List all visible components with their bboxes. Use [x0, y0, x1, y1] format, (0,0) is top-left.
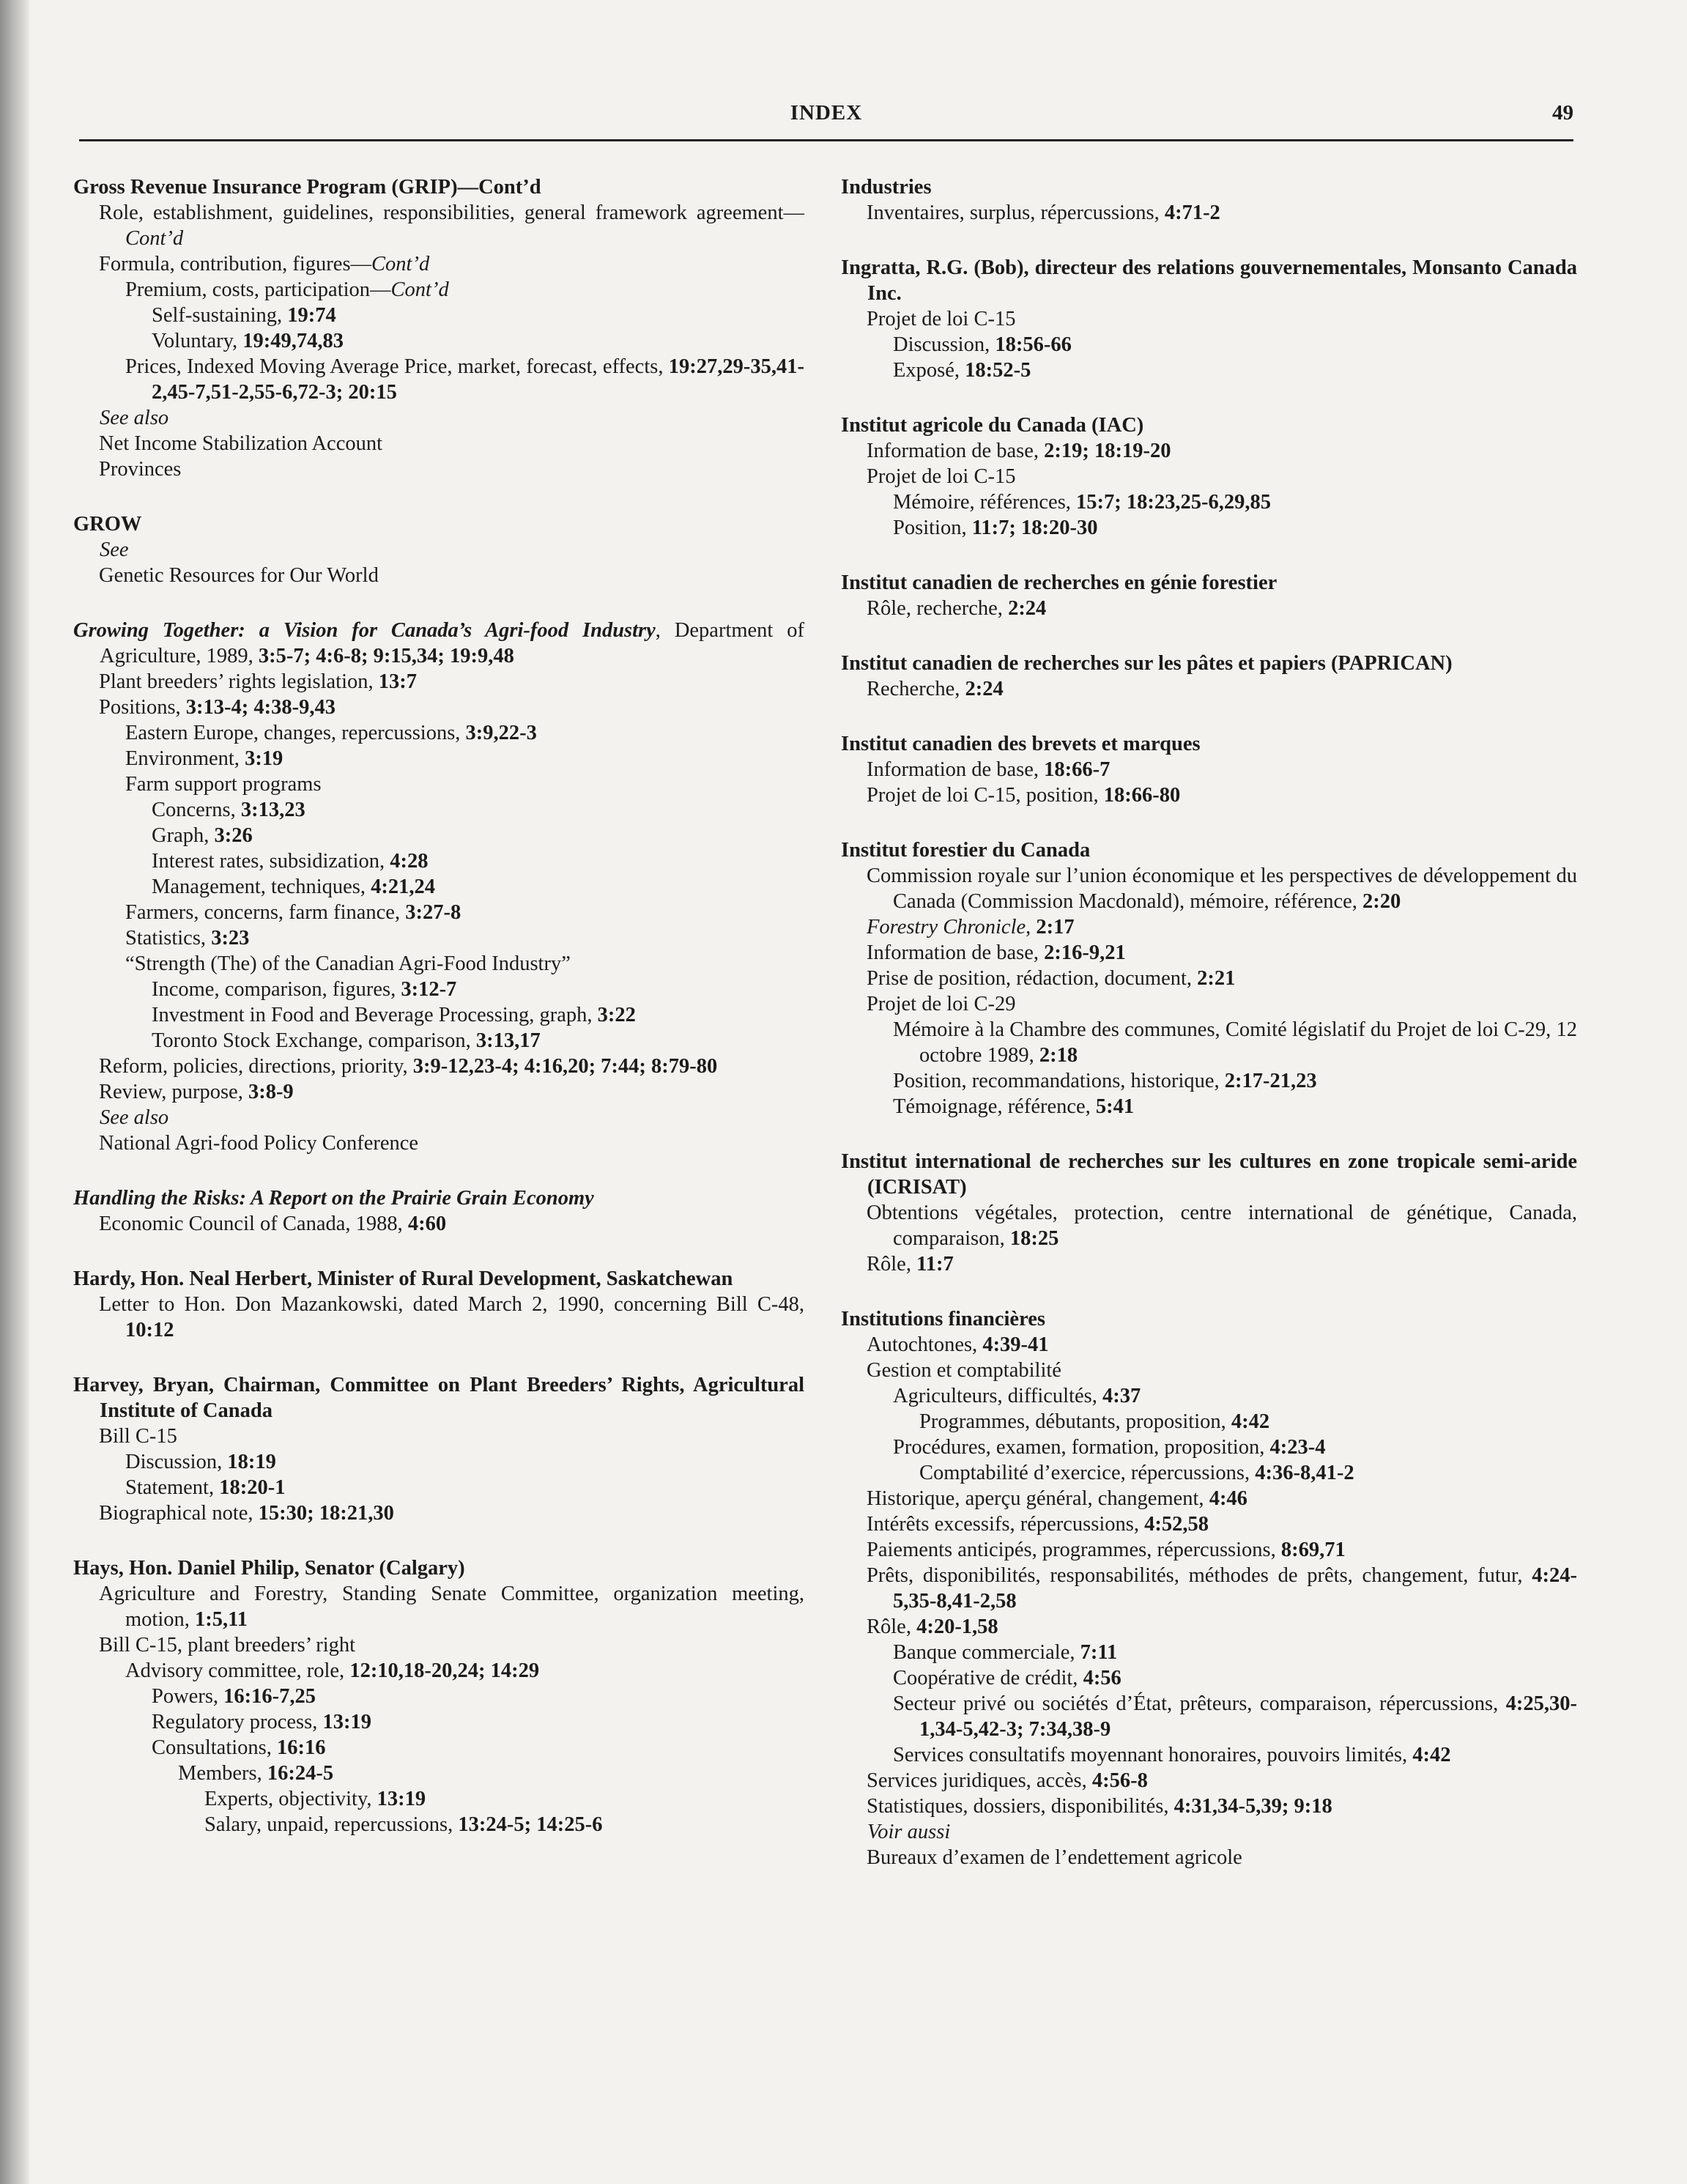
- index-entry-ingratta: [841, 255, 1577, 383]
- index-entry-harvey: [73, 1372, 804, 1526]
- subentry: Self-sustaining, 19:74: [152, 304, 336, 327]
- subentry: Position, 11:7; 18:20-30: [893, 517, 1098, 539]
- index-entry-handling-the-risks: [73, 1185, 804, 1237]
- subentry: Discussion, 18:56-66: [893, 333, 1072, 356]
- subentry: Investment in Food and Beverage Processing, graph, 3:22: [152, 1004, 636, 1026]
- subentry: Position, recommandations, historique, 2:17-21,23: [893, 1070, 1317, 1092]
- subentry: Historique, aperçu général, changement, 4:46: [867, 1487, 1247, 1510]
- subentry: Prêts, disponibilités, responsabilités, méthodes de prêts, changement, futur, 4:24-5,35-8,41-2,58: [867, 1564, 1577, 1613]
- subentry: Inventaires, surplus, répercussions, 4:71-2: [867, 201, 1220, 224]
- index-entry-grip: [73, 174, 804, 482]
- subentry: Mémoire, références, 15:7; 18:23,25-6,29,85: [893, 491, 1271, 514]
- running-head-title: INDEX: [790, 101, 863, 125]
- index-entry-brevets: [841, 731, 1577, 808]
- subentry: Bill C-15: [99, 1425, 177, 1448]
- subentry: Concerns, 3:13,23: [152, 799, 305, 821]
- running-head: [79, 101, 1573, 135]
- subentry: Information de base, 2:16-9,21: [867, 941, 1126, 964]
- subentry: Eastern Europe, changes, repercussions, 3:9,22-3: [125, 722, 537, 744]
- subentry: Projet de loi C-15, position, 18:66-80: [867, 784, 1181, 807]
- subentry: Toronto Stock Exchange, comparison, 3:13,17: [152, 1029, 541, 1052]
- subentry: Statistics, 3:23: [125, 927, 250, 950]
- subentry: Exposé, 18:52-5: [893, 359, 1031, 382]
- subentry: Environment, 3:19: [125, 747, 283, 770]
- see-label: See: [100, 538, 129, 561]
- subentry: Information de base, 2:19; 18:19-20: [867, 440, 1171, 462]
- subentry: Advisory committee, role, 12:10,18-20,24; 14:29: [125, 1659, 540, 1682]
- subentry: Positions, 3:13-4; 4:38-9,43: [99, 696, 336, 719]
- subentry: “Strength (The) of the Canadian Agri-Food Industry”: [125, 952, 571, 975]
- subentry: Banque commerciale, 7:11: [893, 1641, 1118, 1664]
- see-also-label: See also: [100, 407, 169, 429]
- subentry: Secteur privé ou sociétés d’État, prêteurs, comparaison, répercussions, 4:25,30-1,34-5,42-3; 7:34,38-9: [893, 1692, 1577, 1741]
- see-also-label: See also: [100, 1106, 169, 1129]
- subentry: Role, establishment, guidelines, responsibilities, general framework agreement—Cont’d: [99, 201, 804, 250]
- subentry: Experts, objectivity, 13:19: [204, 1788, 426, 1810]
- index-entry-hardy: [73, 1266, 804, 1343]
- subentry: Procédures, examen, formation, proposition, 4:23-4: [893, 1436, 1326, 1459]
- entry-heading: Institut canadien des brevets et marques: [841, 733, 1201, 755]
- subentry: Témoignage, référence, 5:41: [893, 1095, 1135, 1118]
- subentry: Agriculture and Forestry, Standing Senate Committee, organization meeting, motion, 1:5,11: [99, 1583, 804, 1631]
- subentry: Review, purpose, 3:8-9: [99, 1081, 294, 1103]
- see-also-target: Provinces: [99, 458, 182, 481]
- subentry: Recherche, 2:24: [867, 678, 1004, 700]
- subentry: Statement, 18:20-1: [125, 1476, 286, 1499]
- index-entry-iac: [841, 412, 1577, 541]
- entry-heading: Ingratta, R.G. (Bob), directeur des relations gouvernementales, Monsanto Canada Inc.: [841, 256, 1577, 305]
- entry-heading: Hardy, Hon. Neal Herbert, Minister of Rural Development, Saskatchewan: [73, 1267, 733, 1290]
- subentry: Economic Council of Canada, 1988, 4:60: [99, 1213, 447, 1235]
- subentry: Powers, 16:16-7,25: [152, 1685, 316, 1708]
- index-entry-institut-forestier: [841, 837, 1577, 1119]
- subentry: Discussion, 18:19: [125, 1451, 276, 1473]
- entry-heading: Institut forestier du Canada: [841, 839, 1091, 862]
- index-entry-growing-together: [73, 618, 804, 1156]
- index-entry-hays: [73, 1555, 804, 1837]
- subentry: Paiements anticipés, programmes, répercussions, 8:69,71: [867, 1539, 1346, 1561]
- subentry: Management, techniques, 4:21,24: [152, 876, 436, 898]
- entry-heading: Institut canadien de recherches en génie forestier: [841, 571, 1278, 594]
- subentry: Interest rates, subsidization, 4:28: [152, 850, 429, 873]
- subentry: Rôle, recherche, 2:24: [867, 597, 1047, 620]
- subentry: Projet de loi C-15: [867, 465, 1016, 488]
- index-entry-genie-forestier: [841, 570, 1577, 621]
- entry-heading: Handling the Risks: A Report on the Prairie Grain Economy: [73, 1187, 594, 1210]
- subentry: Prise de position, rédaction, document, 2:21: [867, 967, 1236, 990]
- subentry: Intérêts excessifs, répercussions, 4:52,58: [867, 1513, 1209, 1536]
- subentry: Prices, Indexed Moving Average Price, market, forecast, effects, 19:27,29-35,41-2,45-7,51-2,55-6,72-3; 20:15: [125, 355, 804, 404]
- index-entry-institutions-financieres: [841, 1306, 1577, 1870]
- subentry: Comptabilité d’exercice, répercussions, 4:36-8,41-2: [919, 1462, 1354, 1484]
- subentry: Regulatory process, 13:19: [152, 1711, 371, 1733]
- entry-heading: Harvey, Bryan, Chairman, Committee on Plant Breeders’ Rights, Agricultural Institute of Canada: [73, 1374, 804, 1422]
- entry-heading: GROW: [73, 513, 142, 536]
- see-also-target: National Agri-food Policy Conference: [99, 1132, 419, 1155]
- index-entry-grow: [73, 511, 804, 588]
- subentry: Farm support programs: [125, 773, 322, 796]
- subentry: Graph, 3:26: [152, 824, 253, 847]
- subentry: Forestry Chronicle, 2:17: [867, 916, 1075, 939]
- subentry: Bill C-15, plant breeders’ right: [99, 1634, 356, 1656]
- subentry: Information de base, 18:66-7: [867, 758, 1111, 781]
- voir-aussi-label: Voir aussi: [867, 1821, 951, 1843]
- subentry: Biographical note, 15:30; 18:21,30: [99, 1502, 394, 1525]
- index-column-left: [73, 174, 804, 1867]
- subentry: Consultations, 16:16: [152, 1736, 326, 1759]
- subentry: Commission royale sur l’union économique et les perspectives de développement du Canada (Commission Macdonald), mémoire, référence, 2:20: [867, 865, 1577, 913]
- book-binding-edge: [0, 0, 29, 2184]
- entry-heading: Gross Revenue Insurance Program (GRIP)—Cont’d: [73, 176, 541, 199]
- header-rule: [79, 139, 1573, 141]
- subentry: Agriculteurs, difficultés, 4:37: [893, 1385, 1141, 1407]
- entry-heading: Institut agricole du Canada (IAC): [841, 414, 1144, 437]
- subentry: Services consultatifs moyennant honoraires, pouvoirs limités, 4:42: [893, 1744, 1451, 1766]
- subentry: Projet de loi C-29: [867, 993, 1016, 1015]
- voir-aussi-target: Bureaux d’examen de l’endettement agricole: [867, 1846, 1242, 1869]
- entry-heading: Institutions financières: [841, 1308, 1045, 1330]
- subentry: Income, comparison, figures, 3:12-7: [152, 978, 457, 1001]
- subentry: Mémoire à la Chambre des communes, Comité législatif du Projet de loi C-29, 12 octobre 1989, 2:18: [893, 1018, 1577, 1067]
- entry-heading: Growing Together: a Vision for Canada’s Agri-food Industry, Department of Agriculture, 1989, 3:5-7; 4:6-8; 9:15,34; 19:9,48: [73, 619, 804, 667]
- entry-heading: Institut international de recherches sur les cultures en zone tropicale semi-aride (ICRISAT): [841, 1150, 1577, 1199]
- subentry: Voluntary, 19:49,74,83: [152, 330, 344, 352]
- index-entry-paprican: [841, 651, 1577, 702]
- subentry: Rôle, 4:20-1,58: [867, 1615, 998, 1638]
- subentry: Statistiques, dossiers, disponibilités, 4:31,34-5,39; 9:18: [867, 1795, 1332, 1818]
- subentry: Rôle, 11:7: [867, 1253, 954, 1276]
- subentry: Coopérative de crédit, 4:56: [893, 1667, 1121, 1689]
- subentry: Members, 16:24-5: [178, 1762, 334, 1785]
- subentry: Salary, unpaid, repercussions, 13:24-5; 14:25-6: [204, 1813, 603, 1836]
- subentry: Gestion et comptabilité: [867, 1359, 1061, 1382]
- index-entry-industries: [841, 174, 1577, 226]
- entry-heading: Institut canadien de recherches sur les pâtes et papiers (PAPRICAN): [841, 652, 1453, 675]
- subentry: Reform, policies, directions, priority, 3:9-12,23-4; 4:16,20; 7:44; 8:79-80: [99, 1055, 718, 1078]
- subentry: Plant breeders’ rights legislation, 13:7: [99, 670, 418, 693]
- subentry: Farmers, concerns, farm finance, 3:27-8: [125, 901, 461, 924]
- subentry: Premium, costs, participation—Cont’d: [125, 278, 449, 301]
- entry-heading: Industries: [841, 176, 932, 199]
- subentry: Services juridiques, accès, 4:56-8: [867, 1769, 1148, 1792]
- subentry: Formula, contribution, figures—Cont’d: [99, 253, 430, 275]
- subentry: Projet de loi C-15: [867, 308, 1016, 330]
- page-number: 49: [1552, 101, 1573, 125]
- see-target: Genetic Resources for Our World: [99, 564, 379, 587]
- index-entry-icrisat: [841, 1149, 1577, 1277]
- subentry: Letter to Hon. Don Mazankowski, dated March 2, 1990, concerning Bill C-48, 10:12: [99, 1293, 804, 1341]
- subentry: Obtentions végétales, protection, centre international de génétique, Canada, comparaison, 18:25: [867, 1202, 1577, 1250]
- entry-heading: Hays, Hon. Daniel Philip, Senator (Calgary): [73, 1557, 465, 1580]
- subentry: Programmes, débutants, proposition, 4:42: [919, 1410, 1270, 1433]
- index-column-right: [841, 174, 1577, 1900]
- subentry: Autochtones, 4:39-41: [867, 1333, 1049, 1356]
- see-also-target: Net Income Stabilization Account: [99, 432, 383, 455]
